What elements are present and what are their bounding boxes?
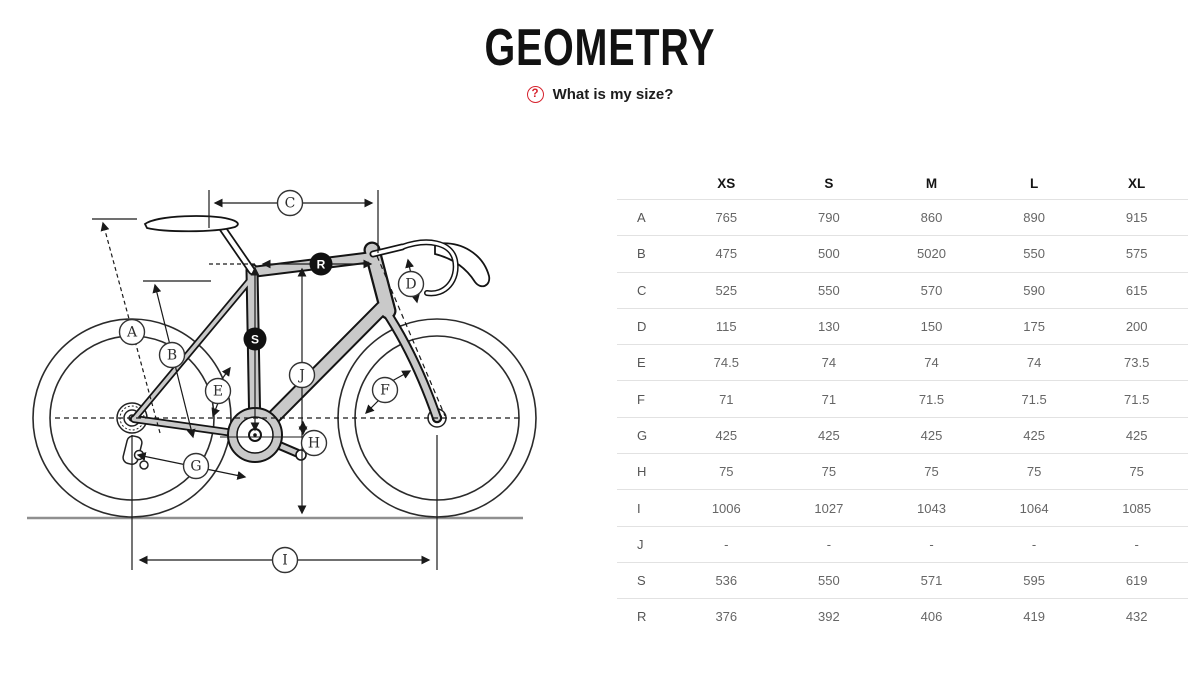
value-cell: 1027 — [814, 500, 844, 516]
svg-text:C: C — [284, 195, 296, 212]
svg-text:J: J — [299, 367, 305, 384]
value-cell: 73.5 — [1124, 355, 1150, 371]
crankset — [228, 408, 306, 462]
value-cell: - — [929, 536, 934, 552]
svg-text:S: S — [250, 332, 260, 347]
value-cell: 550 — [818, 573, 840, 589]
value-cell: 425 — [715, 427, 738, 443]
saddle — [145, 216, 238, 231]
page-header — [0, 19, 1200, 77]
value-cell: 1085 — [1122, 500, 1152, 516]
value-cell: 425 — [920, 427, 943, 443]
value-cell: 74 — [924, 355, 939, 371]
label-E — [206, 379, 231, 404]
row-label: G — [637, 427, 648, 443]
value-cell: 525 — [715, 282, 738, 298]
value-cell: 890 — [1023, 210, 1045, 226]
svg-text:H: H — [307, 435, 321, 452]
value-cell: 200 — [1125, 319, 1148, 335]
value-cell: - — [1134, 536, 1139, 552]
row-label: C — [637, 282, 647, 298]
geometry-table — [617, 168, 1188, 635]
value-cell: 619 — [1125, 573, 1148, 589]
svg-text:I: I — [282, 552, 288, 569]
value-cell: 71.5 — [918, 391, 945, 407]
value-cell: 392 — [818, 609, 840, 625]
value-cell: 1006 — [711, 500, 741, 516]
brake-hood — [435, 243, 489, 286]
value-cell: 425 — [1023, 427, 1045, 443]
row-label: A — [637, 210, 646, 226]
svg-text:F: F — [380, 382, 390, 399]
value-cell: 419 — [1023, 609, 1045, 625]
value-cell: 475 — [715, 246, 738, 262]
value-cell: 74 — [821, 355, 837, 371]
value-cell: 1064 — [1019, 500, 1049, 516]
badge-R — [310, 253, 333, 276]
value-cell: 425 — [818, 427, 840, 443]
value-cell: 74.5 — [713, 355, 739, 371]
table-header-row — [617, 168, 1188, 199]
table-row-a — [617, 199, 1188, 235]
table-row-s — [617, 562, 1188, 598]
label-F — [373, 378, 398, 403]
row-label: F — [637, 391, 645, 407]
value-cell: 75 — [719, 464, 734, 480]
table-row-g — [617, 417, 1188, 453]
question-mark-icon: ? — [527, 86, 544, 103]
column-header-xs: XS — [717, 176, 736, 191]
label-A — [120, 320, 145, 345]
value-cell: 575 — [1125, 246, 1148, 262]
label-J — [290, 363, 315, 388]
label-D — [399, 272, 424, 297]
column-header-m: M — [925, 176, 938, 191]
table-row-h — [617, 453, 1188, 489]
value-cell: 71.5 — [1124, 391, 1150, 407]
table-row-d — [617, 308, 1188, 344]
value-cell: 590 — [1023, 282, 1045, 298]
value-cell: 915 — [1125, 210, 1148, 226]
value-cell: 71 — [719, 391, 734, 407]
column-header-l: L — [1029, 176, 1039, 191]
value-cell: 115 — [715, 319, 737, 335]
frame-fill — [134, 250, 437, 436]
label-G — [184, 454, 209, 479]
table-row-e — [617, 344, 1188, 380]
label-B — [160, 343, 185, 368]
value-cell: 595 — [1023, 573, 1045, 589]
table-row-i — [617, 489, 1188, 525]
row-label: E — [637, 355, 646, 371]
value-cell: 1043 — [917, 500, 946, 516]
row-label: H — [637, 464, 647, 480]
value-cell: 860 — [920, 210, 943, 226]
row-label: I — [637, 500, 641, 516]
label-C — [278, 191, 303, 216]
value-cell: 75 — [1026, 464, 1042, 480]
handlebar — [373, 242, 489, 293]
value-cell: 75 — [821, 464, 837, 480]
value-cell: 615 — [1125, 282, 1148, 298]
bike-geometry-diagram — [15, 150, 555, 650]
value-cell: 71 — [821, 391, 837, 407]
value-cell: 765 — [715, 210, 738, 226]
value-cell: 71.5 — [1021, 391, 1047, 407]
svg-text:B: B — [166, 347, 178, 364]
svg-text:A: A — [126, 324, 138, 341]
value-cell: 75 — [924, 464, 939, 480]
size-help-label: What is my size? — [552, 86, 674, 103]
badge-S — [244, 328, 267, 351]
value-cell: - — [826, 536, 832, 552]
value-cell: 74 — [1026, 355, 1042, 371]
label-H — [302, 431, 327, 456]
value-cell: 376 — [715, 609, 738, 625]
svg-text:G: G — [190, 458, 202, 475]
row-label: B — [637, 246, 646, 262]
value-cell: 571 — [920, 573, 943, 589]
value-cell: 570 — [920, 282, 943, 298]
table-row-b — [617, 235, 1188, 271]
svg-text:E: E — [212, 383, 224, 400]
row-label: D — [637, 319, 647, 335]
page-title: GEOMETRY — [484, 19, 716, 77]
value-cell: 130 — [818, 319, 840, 335]
value-cell: - — [1031, 536, 1037, 552]
svg-text:R: R — [316, 257, 326, 272]
table-row-j — [617, 526, 1188, 562]
row-label: R — [637, 609, 647, 625]
column-header-s: S — [824, 176, 834, 191]
value-cell: 175 — [1023, 319, 1045, 335]
value-cell: 425 — [1125, 427, 1148, 443]
label-I — [273, 548, 298, 573]
svg-text:D: D — [405, 276, 417, 293]
value-cell: 550 — [818, 282, 840, 298]
value-cell: - — [724, 536, 729, 552]
value-cell: 500 — [818, 246, 840, 262]
table-row-f — [617, 380, 1188, 416]
value-cell: 150 — [920, 319, 943, 335]
seatpost-saddle — [145, 216, 252, 271]
bike-diagram-svg — [15, 150, 555, 650]
table-row-r — [617, 598, 1188, 634]
value-cell: 790 — [818, 210, 840, 226]
value-cell: 75 — [1129, 464, 1144, 480]
size-help-link[interactable] — [0, 86, 1200, 103]
value-cell: 536 — [715, 573, 738, 589]
row-label: S — [637, 573, 646, 589]
table-row-c — [617, 272, 1188, 308]
value-cell: 432 — [1125, 609, 1148, 625]
value-cell: 406 — [920, 609, 943, 625]
column-header-xl: XL — [1128, 176, 1146, 191]
row-label: J — [637, 536, 644, 552]
value-cell: 5020 — [917, 246, 946, 262]
value-cell: 550 — [1023, 246, 1045, 262]
